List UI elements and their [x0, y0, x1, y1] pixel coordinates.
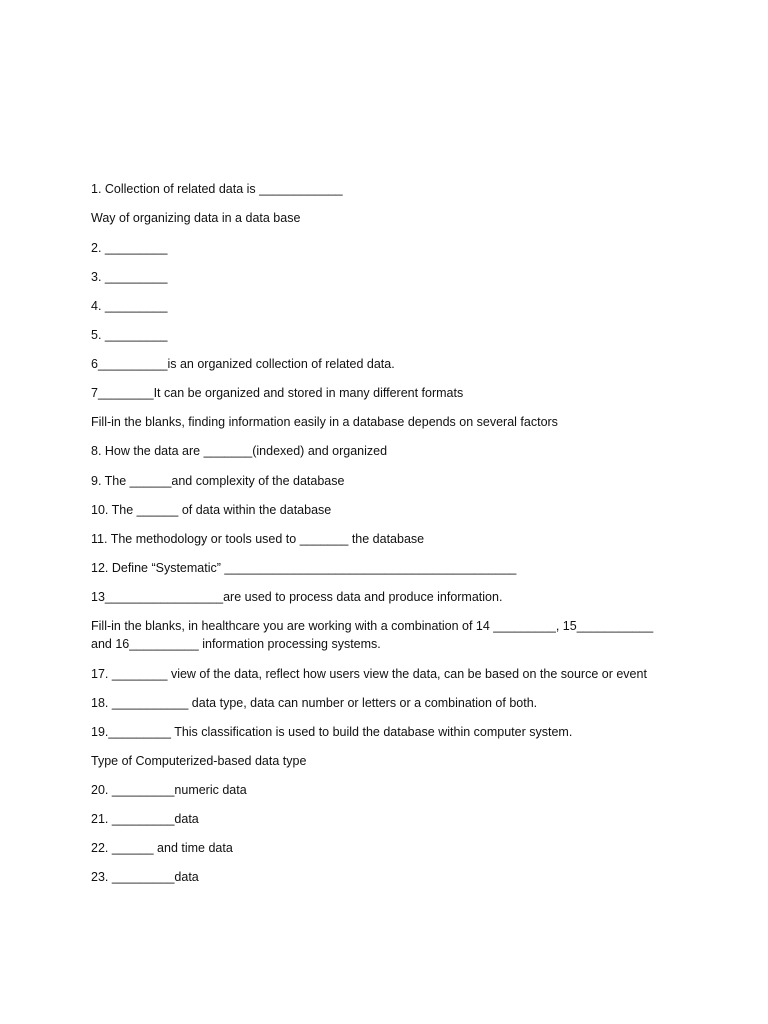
question-2: 2. _________ [91, 241, 168, 255]
question-5: 5. _________ [91, 328, 168, 342]
question-13: 13_________________are used to process data and produce information. [91, 590, 503, 604]
section-heading-organizing: Way of organizing data in a data base [91, 211, 301, 225]
question-7: 7________It can be organized and stored in many different formats [91, 386, 464, 400]
question-3: 3. _________ [91, 270, 168, 284]
question-14-16: Fill-in the blanks, in healthcare you are working with a combination of 14 _________, 15___________ and 16__________ information processing systems. [91, 619, 654, 651]
question-8: 8. How the data are _______(indexed) and organized [91, 444, 388, 458]
question-11: 11. The methodology or tools used to _______ the database [91, 532, 425, 546]
question-18: 18. ___________ data type, data can number or letters or a combination of both. [91, 696, 538, 710]
question-10: 10. The ______ of data within the database [91, 503, 332, 517]
question-1: 1. Collection of related data is ____________ [91, 182, 343, 196]
question-21: 21. _________data [91, 812, 199, 826]
question-22: 22. ______ and time data [91, 841, 233, 855]
section-heading-data-types: Type of Computerized-based data type [91, 754, 307, 768]
question-19: 19._________ This classification is used to build the database within computer system. [91, 725, 573, 739]
question-9: 9. The ______and complexity of the database [91, 474, 345, 488]
question-12: 12. Define “Systematic” __________________________________________ [91, 561, 517, 575]
question-20: 20. _________numeric data [91, 783, 247, 797]
question-6: 6__________is an organized collection of related data. [91, 357, 395, 371]
section-heading-factors: Fill-in the blanks, finding information easily in a database depends on several factors [91, 415, 558, 429]
question-17: 17. ________ view of the data, reflect how users view the data, can be based on the source or event [91, 667, 647, 681]
question-4: 4. _________ [91, 299, 168, 313]
question-23: 23. _________data [91, 870, 199, 884]
